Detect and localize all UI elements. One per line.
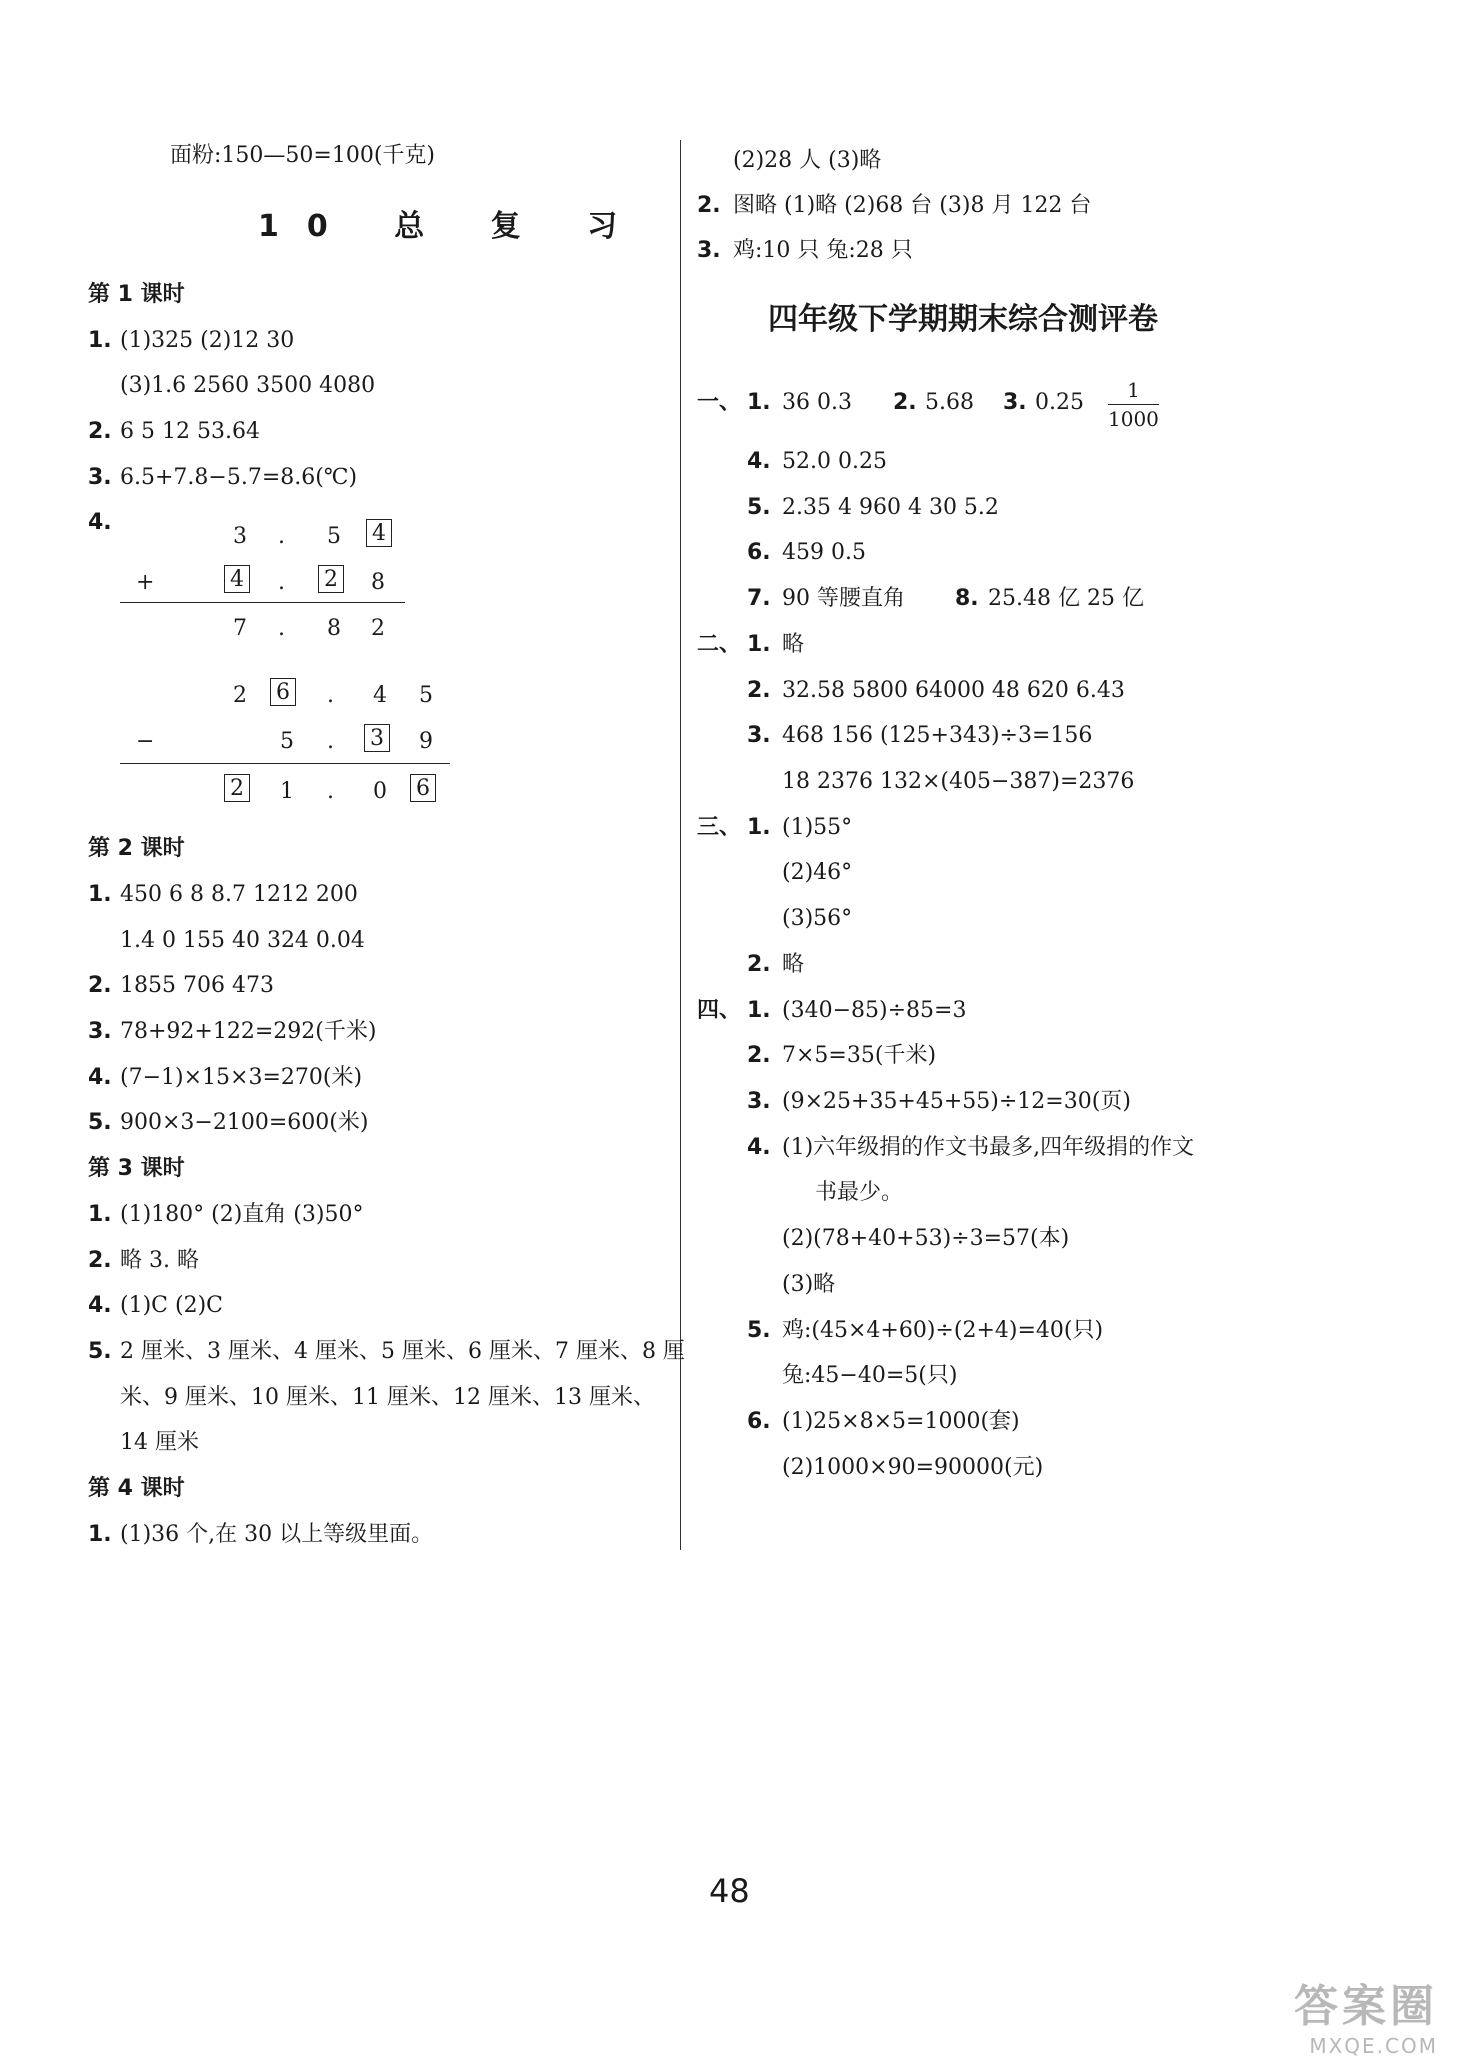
- watermark-text: 答案圈: [1294, 1981, 1438, 2032]
- lesson-1-title: 第 1 课时: [88, 282, 185, 307]
- l2-q1-line1: 450 6 8 8.7 1212 200: [120, 882, 358, 907]
- right-top-line2: 图略 (1)略 (2)68 台 (3)8 月 122 台: [733, 193, 1092, 218]
- q-number: 3.: [88, 465, 112, 490]
- q-number: 4.: [88, 1293, 112, 1318]
- flour-answer: 面粉:150—50=100(千克): [170, 143, 435, 168]
- l2-q1-line2: 1.4 0 155 40 324 0.04: [120, 928, 365, 953]
- decimal-point: .: [278, 570, 285, 595]
- fraction-denominator: 1000: [1108, 407, 1159, 431]
- l3-q5-line3: 14 厘米: [120, 1430, 199, 1455]
- l2-q4: (7−1)×15×3=270(米): [120, 1065, 363, 1090]
- watermark-url: MXQE.COM: [1309, 2034, 1438, 2058]
- four-q6-line1: (1)25×8×5=1000(套): [782, 1409, 1020, 1434]
- answer-box: 2: [224, 774, 250, 802]
- watermark-logo: [1294, 1970, 1438, 2058]
- four-q5-line2: 兔:45−40=5(只): [782, 1363, 958, 1388]
- four-q4-line1: (1)六年级捐的作文书最多,四年级捐的作文: [782, 1135, 1195, 1160]
- q-number: 4.: [747, 1135, 771, 1160]
- digit: 7: [233, 616, 247, 641]
- digit: 5: [280, 729, 294, 754]
- sum-line: [120, 602, 405, 603]
- q-number: 3.: [747, 1089, 771, 1114]
- q-number: 1.: [747, 998, 771, 1023]
- answer-box: 2: [318, 565, 344, 593]
- one-q7: 90 等腰直角: [782, 586, 905, 611]
- answer-box: 4: [366, 519, 392, 547]
- digit: 5: [327, 524, 341, 549]
- digit: 3: [233, 524, 247, 549]
- digit: 1: [280, 779, 294, 804]
- section-three-label: 三、: [697, 815, 742, 840]
- decimal-point: .: [278, 616, 285, 641]
- two-q3-line1: 468 156 (125+343)÷3=156: [782, 723, 1093, 748]
- q-number: 1.: [88, 328, 112, 353]
- q-number: 8.: [955, 586, 979, 611]
- section-one-label: 一、: [697, 390, 742, 415]
- two-q3-line2: 18 2376 132×(405−387)=2376: [782, 769, 1135, 794]
- three-q1-line2: (2)46°: [782, 860, 853, 885]
- digit: 2: [233, 683, 247, 708]
- fraction-numerator: 1: [1108, 378, 1159, 405]
- l1-q1-line2: (3)1.6 2560 3500 4080: [120, 373, 376, 398]
- one-q6: 459 0.5: [782, 540, 866, 565]
- one-q4: 52.0 0.25: [782, 449, 887, 474]
- q-number: 7.: [747, 586, 771, 611]
- l3-q2-q3: 略 3. 略: [120, 1248, 199, 1273]
- q-number: 1.: [747, 390, 771, 415]
- l3-q4: (1)C (2)C: [120, 1293, 223, 1318]
- four-q1: (340−85)÷85=3: [782, 998, 967, 1023]
- four-q6-line2: (2)1000×90=90000(元): [782, 1455, 1044, 1480]
- three-q2: 略: [782, 952, 805, 977]
- q-number: 4.: [88, 510, 112, 535]
- q-number: 1.: [747, 632, 771, 657]
- chapter-title: 10 总 复 习: [258, 209, 646, 244]
- lesson-4-title: 第 4 课时: [88, 1476, 185, 1501]
- q-number: 4.: [88, 1065, 112, 1090]
- q-number: 1.: [88, 882, 112, 907]
- q-number: 2.: [88, 973, 112, 998]
- digit: 9: [419, 729, 433, 754]
- four-q2: 7×5=35(千米): [782, 1043, 937, 1068]
- four-q3: (9×25+35+45+55)÷12=30(页): [782, 1089, 1131, 1114]
- one-q1: 36 0.3: [782, 390, 852, 415]
- q-number: 3.: [747, 723, 771, 748]
- q-number: 2.: [893, 390, 917, 415]
- three-q1-line3: (3)56°: [782, 906, 853, 931]
- four-q5-line1: 鸡:(45×4+60)÷(2+4)=40(只): [782, 1318, 1104, 1343]
- q-number: 2.: [697, 193, 721, 218]
- one-q8: 25.48 亿 25 亿: [988, 586, 1144, 611]
- decimal-point: .: [327, 779, 334, 804]
- fraction-one-thousandth: [1108, 378, 1159, 431]
- section-four-label: 四、: [697, 998, 742, 1023]
- q-number: 2.: [747, 952, 771, 977]
- digit: 2: [371, 616, 385, 641]
- one-q3: 0.25: [1035, 390, 1084, 415]
- l3-q5-line1: 2 厘米、3 厘米、4 厘米、5 厘米、6 厘米、7 厘米、8 厘: [120, 1339, 685, 1364]
- minus-sign: −: [136, 729, 155, 754]
- one-q2: 5.68: [925, 390, 974, 415]
- difference-line: [120, 763, 450, 764]
- three-q1-line1: (1)55°: [782, 815, 853, 840]
- l2-q2: 1855 706 473: [120, 973, 274, 998]
- l3-q5-line2: 米、9 厘米、10 厘米、11 厘米、12 厘米、13 厘米、: [120, 1385, 655, 1410]
- four-q4-line2: 书最少。: [815, 1180, 904, 1205]
- q-number: 3.: [88, 1019, 112, 1044]
- q-number: 1.: [747, 815, 771, 840]
- l1-q1-line1: (1)325 (2)12 30: [120, 328, 295, 353]
- q-number: 1.: [88, 1202, 112, 1227]
- answer-box: 6: [270, 678, 296, 706]
- q-number: 1.: [88, 1522, 112, 1547]
- q-number: 4.: [747, 449, 771, 474]
- q-number: 2.: [88, 1248, 112, 1273]
- q-number: 2.: [747, 1043, 771, 1068]
- lesson-2-title: 第 2 课时: [88, 836, 185, 861]
- digit: 8: [327, 616, 341, 641]
- digit: 0: [373, 779, 387, 804]
- digit: 4: [373, 683, 387, 708]
- l2-q3: 78+92+122=292(千米): [120, 1019, 377, 1044]
- plus-sign: +: [136, 570, 155, 595]
- q-number: 2.: [747, 678, 771, 703]
- q-number: 5.: [747, 1318, 771, 1343]
- two-q2: 32.58 5800 64000 48 620 6.43: [782, 678, 1125, 703]
- q-number: 5.: [747, 495, 771, 520]
- l1-q3: 6.5+7.8−5.7=8.6(℃): [120, 465, 358, 490]
- four-q4-line4: (3)略: [782, 1272, 836, 1297]
- section-two-label: 二、: [697, 632, 742, 657]
- q-number: 2.: [88, 419, 112, 444]
- digit: 8: [371, 570, 385, 595]
- page-number: 48: [709, 1872, 750, 1910]
- right-top-line3: 鸡:10 只 兔:28 只: [733, 238, 913, 263]
- one-q5: 2.35 4 960 4 30 5.2: [782, 495, 999, 520]
- q-number: 5.: [88, 1110, 112, 1135]
- l3-q1: (1)180° (2)直角 (3)50°: [120, 1202, 364, 1227]
- right-top-line1: (2)28 人 (3)略: [733, 148, 882, 173]
- digit: 5: [419, 683, 433, 708]
- two-q1: 略: [782, 632, 805, 657]
- four-q4-line3: (2)(78+40+53)÷3=57(本): [782, 1226, 1070, 1251]
- q-number: 5.: [88, 1339, 112, 1364]
- q-number: 6.: [747, 540, 771, 565]
- decimal-point: .: [327, 683, 334, 708]
- exam-title: 四年级下学期期末综合测评卷: [768, 302, 1158, 337]
- decimal-point: .: [327, 729, 334, 754]
- q-number: 3.: [1003, 390, 1027, 415]
- decimal-point: .: [278, 524, 285, 549]
- answer-box: 3: [364, 724, 390, 752]
- answer-box: 6: [410, 774, 436, 802]
- l4-q1: (1)36 个,在 30 以上等级里面。: [120, 1522, 434, 1547]
- q-number: 3.: [697, 238, 721, 263]
- l1-q2: 6 5 12 53.64: [120, 419, 260, 444]
- answer-box: 4: [224, 565, 250, 593]
- l2-q5: 900×3−2100=600(米): [120, 1110, 369, 1135]
- q-number: 6.: [747, 1409, 771, 1434]
- lesson-3-title: 第 3 课时: [88, 1156, 185, 1181]
